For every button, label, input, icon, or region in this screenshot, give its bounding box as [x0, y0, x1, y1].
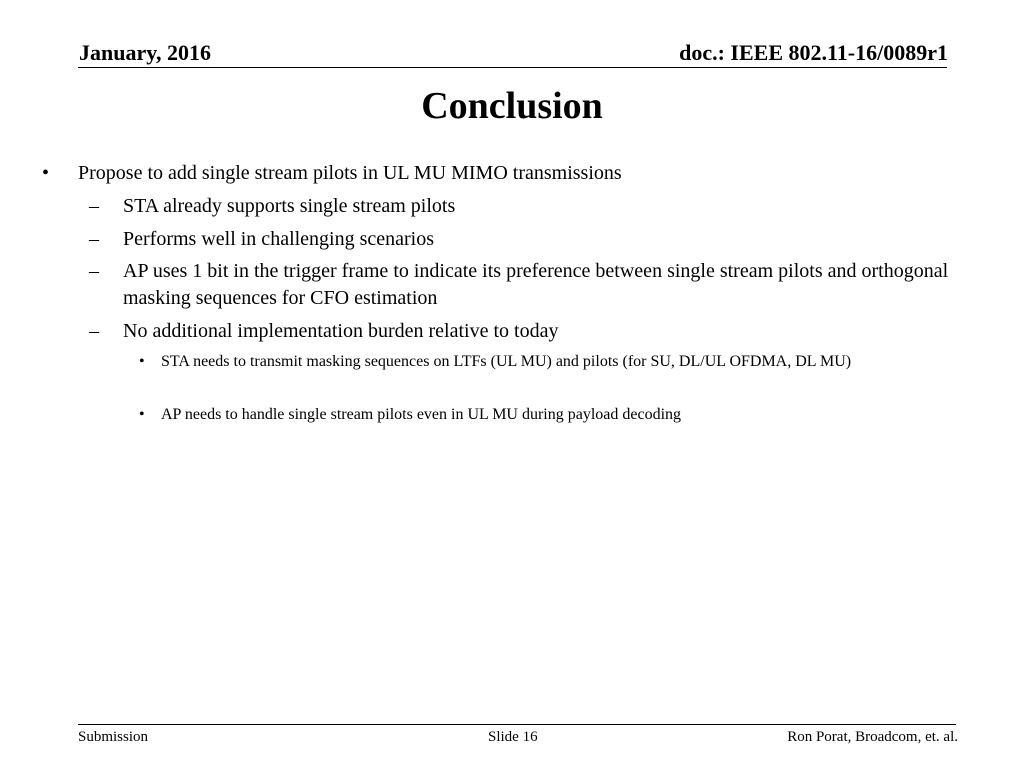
sub-item-text: No additional implementation burden relative to today	[123, 320, 559, 342]
sub-item-2	[89, 226, 983, 253]
footer-submission: Submission	[78, 729, 149, 745]
bullet-text: Propose to add single stream pilots in UL MU MIMO transmissions	[78, 162, 622, 184]
sub-sub-item-2	[139, 403, 991, 427]
bullet-marker: •	[42, 162, 50, 184]
sub-sub-item-text: AP needs to handle single stream pilots even in UL MU during payload decoding	[161, 406, 682, 423]
sub-sub-item-1	[139, 350, 991, 374]
bullet-item-1	[42, 160, 978, 186]
sub-sub-item-text: STA needs to transmit masking sequences on LTFs (UL MU) and pilots (for SU, DL/UL OFDMA, DL MU)	[161, 353, 852, 370]
sub-item-text: STA already supports single stream pilots	[123, 195, 456, 217]
dash-marker: –	[89, 195, 99, 217]
dash-marker: –	[89, 228, 99, 250]
slide-title: Conclusion	[421, 85, 603, 127]
sub-item-text: Performs well in challenging scenarios	[123, 228, 435, 250]
header-doc-id: doc.: IEEE 802.11-16/0089r1	[679, 40, 948, 65]
header-rule	[78, 67, 947, 68]
sub-item-4	[89, 318, 983, 345]
small-bullet-marker: •	[139, 406, 145, 423]
footer-slide-number: Slide 16	[488, 729, 538, 745]
footer-rule	[78, 724, 956, 725]
dash-marker: –	[89, 320, 99, 342]
sub-item-1	[89, 193, 983, 220]
sub-item-3	[89, 258, 968, 312]
footer-author: Ron Porat, Broadcom, et. al.	[787, 729, 958, 745]
small-bullet-marker: •	[139, 353, 145, 370]
sub-item-text: AP uses 1 bit in the trigger frame to indicate its preference between single stream pilots and orthogonal masking sequences for CFO estimation	[123, 260, 949, 309]
dash-marker: –	[89, 260, 99, 282]
header-date: January, 2016	[79, 40, 212, 65]
